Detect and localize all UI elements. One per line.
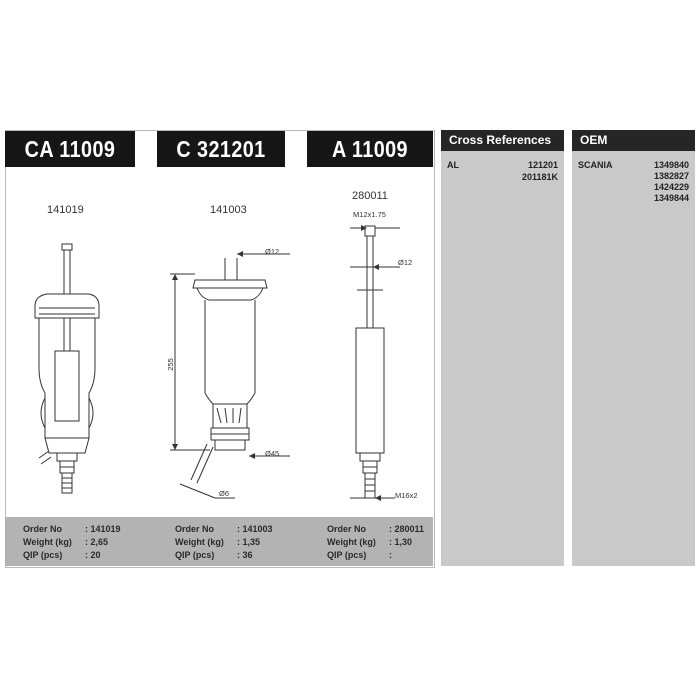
- cross-references-title: Cross References: [441, 130, 564, 151]
- info-block-3: Order No : 280011 Weight (kg) : 1,30 QIP (pcs) :: [327, 524, 425, 560]
- dim-length-1: 255: [165, 358, 175, 371]
- qip-1: 20: [90, 550, 101, 560]
- oem-number-3: 1424229: [653, 182, 689, 192]
- oem-brand: SCANIA: [578, 160, 613, 170]
- cross-ref-number-2: 201181K: [521, 172, 558, 182]
- cross-ref-entry: [441, 151, 564, 191]
- drawing-number-1: 141019: [47, 204, 84, 216]
- weight-3: 1,30: [394, 537, 413, 547]
- tab-ca-11009: CA 11009: [5, 131, 135, 167]
- dim-rod-1: Ø12: [265, 247, 280, 256]
- shock-absorber-drawing-1: [35, 244, 99, 493]
- info-block-2: Order No : 141003 Weight (kg) : 1,35 QIP (pcs) : 36: [175, 524, 273, 560]
- qip-2: 36: [242, 550, 253, 560]
- dim-pin-1: Ø6: [219, 489, 230, 498]
- oem-entry: [572, 151, 695, 211]
- order-no-2: 141003: [242, 524, 273, 534]
- oem-number-1: 1349840: [653, 160, 689, 170]
- dim-thread-bottom-2: M16x2: [395, 491, 418, 500]
- weight-2: 1,35: [242, 537, 261, 547]
- oem-panel: [572, 130, 695, 566]
- drawing-number-2: 141003: [210, 204, 247, 216]
- order-no-3: 280011: [394, 524, 425, 534]
- weight-1: 2,65: [90, 537, 109, 547]
- cross-references-panel: [441, 130, 564, 566]
- order-no-1: 141019: [90, 524, 121, 534]
- info-block-1: Order No : 141019 Weight (kg) : 2,65 QIP (pcs) : 20: [23, 524, 121, 560]
- technical-drawings: [5, 168, 433, 513]
- cross-ref-number-1: 121201: [527, 160, 558, 170]
- tab-a-11009: A 11009: [307, 131, 433, 167]
- shock-absorber-drawing-2: [170, 254, 290, 498]
- oem-number-4: 1349844: [653, 193, 689, 203]
- tab-c-321201: C 321201: [157, 131, 285, 167]
- dim-rod-2: Ø12: [398, 258, 413, 267]
- dim-thread-top-2: M12x1.75: [353, 210, 386, 219]
- oem-number-2: 1382827: [653, 171, 689, 181]
- oem-title: OEM: [572, 130, 695, 151]
- cross-ref-brand: AL: [447, 160, 459, 170]
- dim-bottom-1: Ø45: [265, 449, 280, 458]
- drawing-number-3: 280011: [352, 190, 388, 202]
